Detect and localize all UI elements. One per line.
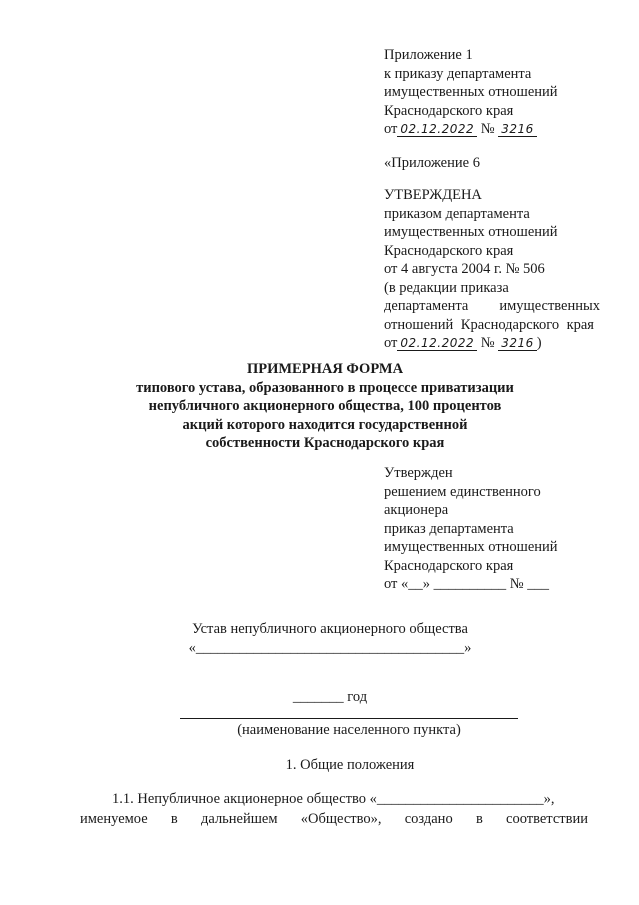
appendix1-block — [384, 46, 558, 139]
section-heading — [200, 756, 500, 775]
shareholder-approval-block — [384, 464, 558, 594]
number-label: № — [480, 121, 495, 137]
word: имущественных — [499, 298, 600, 314]
appendix1-line: к приказу департамента — [384, 65, 532, 82]
charter-heading — [150, 620, 510, 657]
handwritten-number: 3216 — [498, 336, 537, 351]
paragraph-word: именуемое — [80, 811, 148, 827]
paragraph-word: создано — [404, 811, 453, 827]
handwritten-number: 3216 — [498, 122, 537, 137]
form-heading-line: собственности Краснодарского края — [205, 435, 445, 451]
word: края — [566, 316, 594, 333]
word: Краснодарского — [460, 316, 560, 333]
shareholder-approval-line: решением единственного — [384, 483, 541, 500]
approved-date-line — [384, 334, 600, 353]
approved-line: Краснодарского края — [384, 242, 514, 259]
appendix1-line: Краснодарского края — [384, 102, 514, 119]
paragraph-word: соответствии — [506, 811, 588, 827]
locality-caption: (наименование населенного пункта) — [237, 722, 461, 738]
word: департамента — [384, 298, 469, 314]
year-line — [250, 688, 410, 707]
approved-line: (в редакции приказа — [384, 279, 509, 296]
section1-title: 1. Общие положения — [285, 757, 415, 773]
handwritten-date: 02.12.2022 — [397, 122, 477, 137]
shareholder-approval-line: приказ департамента — [384, 520, 514, 537]
year-blank: _______ год — [292, 689, 368, 705]
appendix1-date-line — [384, 120, 558, 139]
paragraph-1-1-second-line — [80, 810, 588, 829]
paragraph-word: в — [170, 811, 178, 827]
shareholder-approval-title: Утвержден — [384, 465, 453, 481]
appendix1-title: Приложение 1 — [384, 47, 473, 63]
paragraph-1-1-first-line — [112, 790, 554, 809]
word: отношений — [384, 316, 454, 333]
from-label: от — [384, 121, 398, 137]
paragraph-line: 1.1. Непубличное акционерное общество «_______________________», — [112, 791, 555, 807]
shareholder-approval-line: Краснодарского края — [384, 557, 514, 574]
form-heading-line: непубличного акционерного общества, 100 процентов — [148, 398, 502, 414]
shareholder-approval-line: акционера — [384, 502, 449, 518]
form-heading-line: типового устава, образованного в процессе приватизации — [136, 379, 514, 396]
approved-line: имущественных отношений — [384, 224, 558, 240]
paragraph-word: в — [475, 811, 483, 827]
handwritten-date: 02.12.2022 — [397, 336, 477, 351]
approved-justified-line — [384, 316, 594, 335]
approved-line: приказом департамента — [384, 205, 530, 222]
appendix6-block — [384, 154, 480, 173]
from-label: от — [384, 335, 398, 351]
number-label: № — [480, 335, 495, 351]
locality-caption-block — [180, 721, 518, 740]
charter-name-blank: «_____________________________________» — [188, 639, 472, 656]
shareholder-approval-date-line: от «__» __________ № ___ — [384, 576, 549, 592]
paragraph-word: «Общество», — [300, 811, 382, 827]
appendix1-line: имущественных отношений — [384, 84, 558, 100]
form-heading-line: акций которого находится государственной — [182, 416, 468, 433]
approved-line: от 4 августа 2004 г. № 506 — [384, 261, 545, 277]
form-heading — [120, 360, 530, 453]
approved-title: УТВЕРЖДЕНА — [384, 187, 482, 203]
form-heading-title: ПРИМЕРНАЯ ФОРМА — [246, 361, 404, 377]
charter-title: Устав непубличного акционерного общества — [192, 621, 468, 637]
appendix6-title: «Приложение 6 — [384, 155, 480, 171]
locality-rule — [180, 718, 518, 719]
approved-block — [384, 186, 600, 353]
close-paren: ) — [536, 335, 542, 351]
approved-justified-line — [384, 297, 600, 316]
shareholder-approval-line: имущественных отношений — [384, 539, 558, 555]
paragraph-word: дальнейшем — [201, 811, 278, 827]
